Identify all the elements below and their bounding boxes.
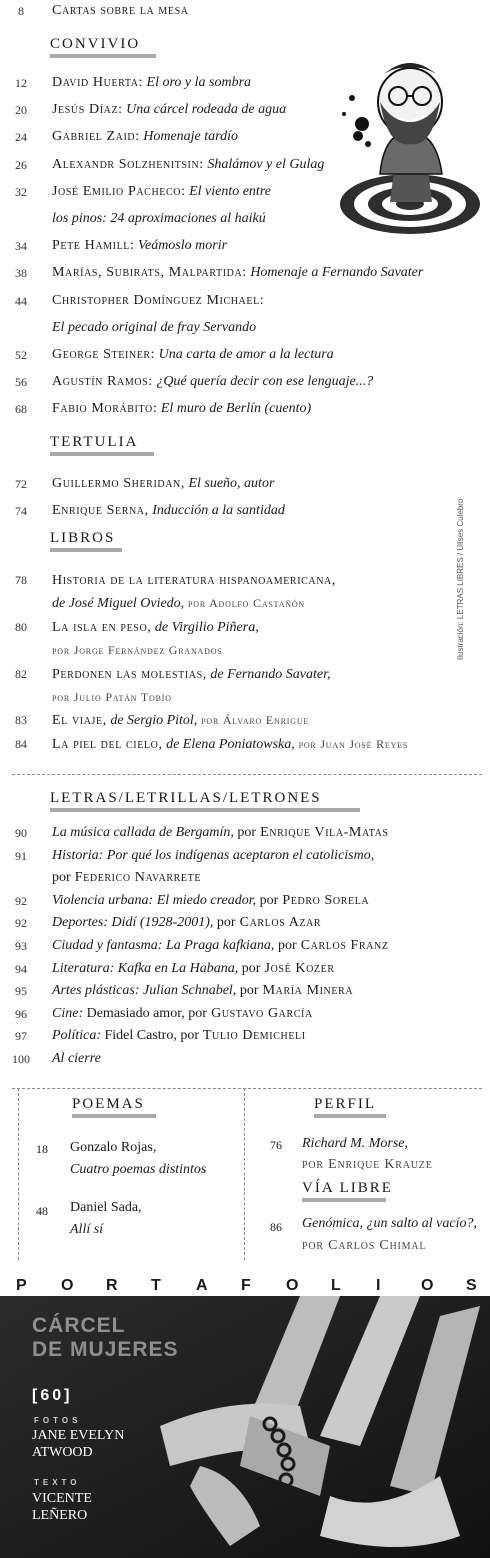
book-author: de Sergio Pitol, [106, 713, 198, 729]
poet-name: Daniel Sada, [70, 1200, 142, 1215]
page-number: 97 [15, 1029, 27, 1044]
page-number: 34 [15, 239, 27, 254]
author-name: Gustavo García [206, 1005, 313, 1021]
entry-title: La música callada de Bergamín, [52, 825, 234, 840]
writer-name: VICENTE [32, 1491, 92, 1506]
page-number: 32 [15, 184, 27, 199]
entry-text [52, 869, 201, 887]
author-name: Gabriel Zaid: [52, 129, 140, 145]
book-title: El viaje, [52, 713, 107, 729]
banner-letter: P [16, 1277, 27, 1294]
page-number: 92 [15, 916, 27, 931]
entry-text [52, 400, 311, 418]
page-number: 44 [15, 293, 27, 308]
reviewer: por Juan José Reyes [294, 736, 409, 751]
banner-letter: O [286, 1277, 299, 1294]
book-author: de José Miguel Oviedo, [52, 596, 185, 612]
banner-letter: R [106, 1277, 118, 1294]
entry-text [52, 319, 256, 337]
author-name: Agustín Ramos: [52, 374, 153, 390]
page-number: 18 [36, 1142, 48, 1156]
page-number: 90 [15, 826, 27, 840]
author-name: David Huerta: [52, 75, 144, 90]
book-title: La piel del cielo, [52, 736, 163, 752]
book-title: Perdonen las molestias, [52, 666, 207, 682]
banner-letter: S [466, 1277, 477, 1294]
page-number: 96 [15, 1006, 27, 1021]
page-number: 95 [15, 984, 27, 999]
section-heading-convivio: CONVIVIO [50, 36, 156, 58]
entry-title: ¿Qué quería decir con ese lenguaje...? [152, 374, 374, 390]
entry-title: Richard M. Morse, [302, 1136, 409, 1151]
banner-letter: L [331, 1277, 341, 1294]
photographer-name: ATWOOD [32, 1445, 93, 1460]
author-name: George Steiner: [52, 347, 156, 362]
entry-text [52, 641, 223, 660]
entry-author: por Carlos Chimal [302, 1238, 427, 1253]
entry-text [52, 1050, 101, 1068]
author-name: José Kozer [260, 960, 335, 976]
author-name: Pete Hamill: [52, 238, 135, 254]
divider [244, 1088, 245, 1260]
page-number: 12 [15, 76, 27, 90]
entry-title: Veámoslo morir [134, 238, 228, 254]
banner-letter: O [421, 1277, 434, 1294]
entry-text [52, 74, 251, 92]
entry-title: Una cárcel rodeada de agua [122, 102, 287, 118]
page-number: 52 [15, 348, 27, 362]
page-number: 8 [18, 4, 24, 18]
page-number: 24 [15, 130, 27, 145]
author-name: Tulio Demicheli [199, 1028, 306, 1044]
author-name: Enrique Vila-Matas [256, 825, 389, 840]
entry-title: Historia: Por qué los indígenas aceptaron el catolicismo, [52, 847, 375, 863]
entry-title: Una carta de amor a la lectura [155, 347, 334, 362]
reviewer: por Julio Patán Tobío [52, 690, 172, 704]
entry-title: El oro y la sombra [143, 75, 252, 90]
section-heading-letras: LETRAS/LETRILLAS/LETRONES [50, 790, 360, 812]
page-number: 100 [12, 1052, 30, 1066]
banner-letter: A [196, 1277, 208, 1294]
entry-title: Homenaje tardío [139, 129, 238, 145]
entry-title: Genómica, ¿un salto al vacío?, [302, 1216, 477, 1231]
entry-text [52, 101, 286, 119]
poet-name: Gonzalo Rojas, [70, 1140, 157, 1155]
author-name: Carlos Franz [296, 938, 389, 953]
section-heading-tertulia: TERTULIA [50, 434, 154, 456]
entry-text [52, 156, 324, 174]
entry-title: El muro de Berlín (cuento) [157, 401, 312, 417]
page-number: 20 [15, 103, 27, 118]
page-number: 74 [15, 504, 27, 518]
page-number: 92 [15, 893, 27, 908]
reviewer: por Jorge Fernández Granados [52, 643, 223, 658]
page-number: 84 [15, 736, 27, 751]
entry-text [52, 128, 238, 146]
entry-title: Cine: [52, 1005, 84, 1021]
portfolio-title: CÁRCEL [32, 1314, 126, 1337]
entry-text [52, 937, 389, 955]
page-number: 80 [15, 619, 27, 634]
page-number: 78 [15, 573, 27, 587]
author-name: Carlos Azar [235, 915, 322, 931]
writer-name: LEÑERO [32, 1508, 88, 1523]
entry-text [52, 711, 309, 730]
entry-text [52, 292, 264, 310]
entry-text-plain: por [256, 892, 279, 908]
entry-text-plain: Demasiado amor, por [83, 1005, 207, 1021]
author-name: Pedro Sorela [278, 892, 370, 908]
author-name: Federico Navarrete [70, 870, 202, 886]
entry-text [52, 594, 305, 613]
entry-text [52, 264, 423, 282]
section-heading-vialibre: VÍA LIBRE [302, 1180, 393, 1202]
banner-letter: O [61, 1277, 74, 1294]
entry-text [52, 346, 334, 364]
entry-title: Deportes: Didí (1928-2001), [52, 915, 214, 931]
entry-text-plain: por [236, 983, 259, 999]
photographer-name: JANE EVELYN [32, 1428, 125, 1443]
book-title: La isla en peso, [52, 619, 152, 635]
entry-title: Inducción a la santidad [148, 503, 285, 518]
book-author: de Elena Poniatowska, [162, 736, 295, 752]
text-label: TEXTO [34, 1478, 81, 1487]
entry-text [52, 475, 274, 493]
section-heading-poemas: POEMAS [72, 1096, 156, 1118]
entry-text-plain: por [274, 938, 297, 953]
page-number: 94 [15, 961, 27, 976]
page-number: 48 [36, 1204, 48, 1218]
entry-title: El pecado original de fray Servando [52, 319, 257, 335]
entry-text [52, 237, 227, 255]
entry-text-plain: Fidel Castro, por [101, 1028, 199, 1044]
entry-title: Artes plásticas: Julian Schnabel, [52, 983, 237, 999]
entry-text [52, 847, 374, 865]
entry-title: Al cierre [52, 1051, 101, 1066]
section-heading-libros: LIBROS [50, 530, 122, 552]
entry-title: El sueño, autor [184, 476, 275, 491]
entry-text [52, 571, 336, 590]
divider [12, 1088, 482, 1089]
entry-text [52, 183, 271, 201]
page-number: 38 [15, 266, 27, 281]
entry-text-plain: por [238, 960, 261, 976]
entry-title: Shalámov y el Gulag [203, 156, 325, 172]
entry-title: Literatura: Kafka en La Habana, [52, 960, 239, 976]
poem-title: Allí sí [70, 1222, 104, 1237]
reviewer: por Adolfo Castañón [184, 596, 306, 611]
entry-text [52, 373, 373, 391]
page-number: 93 [15, 939, 27, 953]
entry-text-plain: por [233, 825, 257, 840]
author-name: Christopher Domínguez Michael: [52, 292, 265, 308]
entry-text [52, 1005, 313, 1023]
book-title: Historia de la literatura hispanoamericana, [52, 573, 336, 588]
banner-letter: T [151, 1277, 161, 1294]
section-heading-perfil: PERFIL [314, 1096, 386, 1118]
portafolios-banner [0, 1277, 490, 1297]
page-number: 86 [270, 1220, 282, 1234]
entry-title: Homenaje a Fernando Savater [246, 265, 424, 281]
page-number: 83 [15, 713, 27, 728]
ink-splatter-icon [342, 95, 371, 147]
page-number: 72 [15, 477, 27, 491]
page-number: 68 [15, 402, 27, 417]
banner-letter: F [241, 1277, 251, 1294]
illustration-credit: Ilustración: LETRAS LIBRES / Ulises Culebro [456, 498, 465, 660]
reviewer: por Álvaro Enrigue [197, 713, 310, 728]
entry-title: Violencia urbana: El miedo creador, [52, 892, 257, 908]
entry-title: El viento entre [185, 183, 271, 199]
portfolio-title: DE MUJERES [32, 1338, 179, 1361]
page-number: 82 [15, 666, 27, 681]
entry-text-plain: por [52, 870, 71, 886]
entry-text [52, 824, 389, 842]
author-name: José Emilio Pacheco: [52, 183, 186, 199]
page-number: 76 [270, 1138, 282, 1152]
entry-text [52, 982, 353, 1000]
photos-label: FOTOS [34, 1416, 82, 1425]
caricature-illustration [332, 52, 488, 238]
entry-text [52, 618, 259, 637]
entry-text [52, 735, 408, 754]
entry-text [52, 914, 321, 932]
divider [18, 1088, 19, 1260]
entry-title: Política: [52, 1028, 101, 1044]
author-name: Enrique Serna, [52, 503, 149, 518]
page-number: 56 [15, 375, 27, 390]
book-author: de Fernando Savater, [206, 666, 331, 682]
poem-title: Cuatro poemas distintos [70, 1162, 207, 1177]
entry-text [52, 892, 369, 910]
portfolio-feature[interactable] [0, 1296, 490, 1558]
divider [12, 774, 482, 775]
entry-text [52, 960, 335, 978]
entry-text [52, 1027, 306, 1045]
page-number: 91 [15, 848, 27, 863]
author-name: Marías, Subirats, Malpartida: [52, 265, 247, 281]
page-number: 26 [15, 157, 27, 172]
entry-text [52, 502, 285, 520]
entry-text [52, 210, 266, 228]
book-author: de Virgilio Piñera, [151, 619, 259, 635]
entry-title: Ciudad y fantasma: La Praga kafkiana, [52, 938, 275, 953]
author-name: María Minera [258, 983, 354, 999]
banner-letter: I [376, 1277, 381, 1294]
page-number: [60] [32, 1387, 73, 1404]
entry-text [52, 688, 172, 707]
author-name: Jesús Díaz: [52, 102, 123, 118]
entry-title: Cartas sobre la mesa [52, 3, 189, 18]
author-name: Alexandr Solzhenitsin: [52, 156, 204, 172]
entry-author: por Enrique Krauze [302, 1157, 433, 1172]
entry-title: los pinos: 24 aproximaciones al haikú [52, 211, 266, 226]
author-name: Fabio Morábito: [52, 401, 158, 417]
entry-text [52, 665, 331, 684]
author-name: Guillermo Sheridan, [52, 476, 185, 491]
entry-text-plain: por [213, 915, 236, 931]
